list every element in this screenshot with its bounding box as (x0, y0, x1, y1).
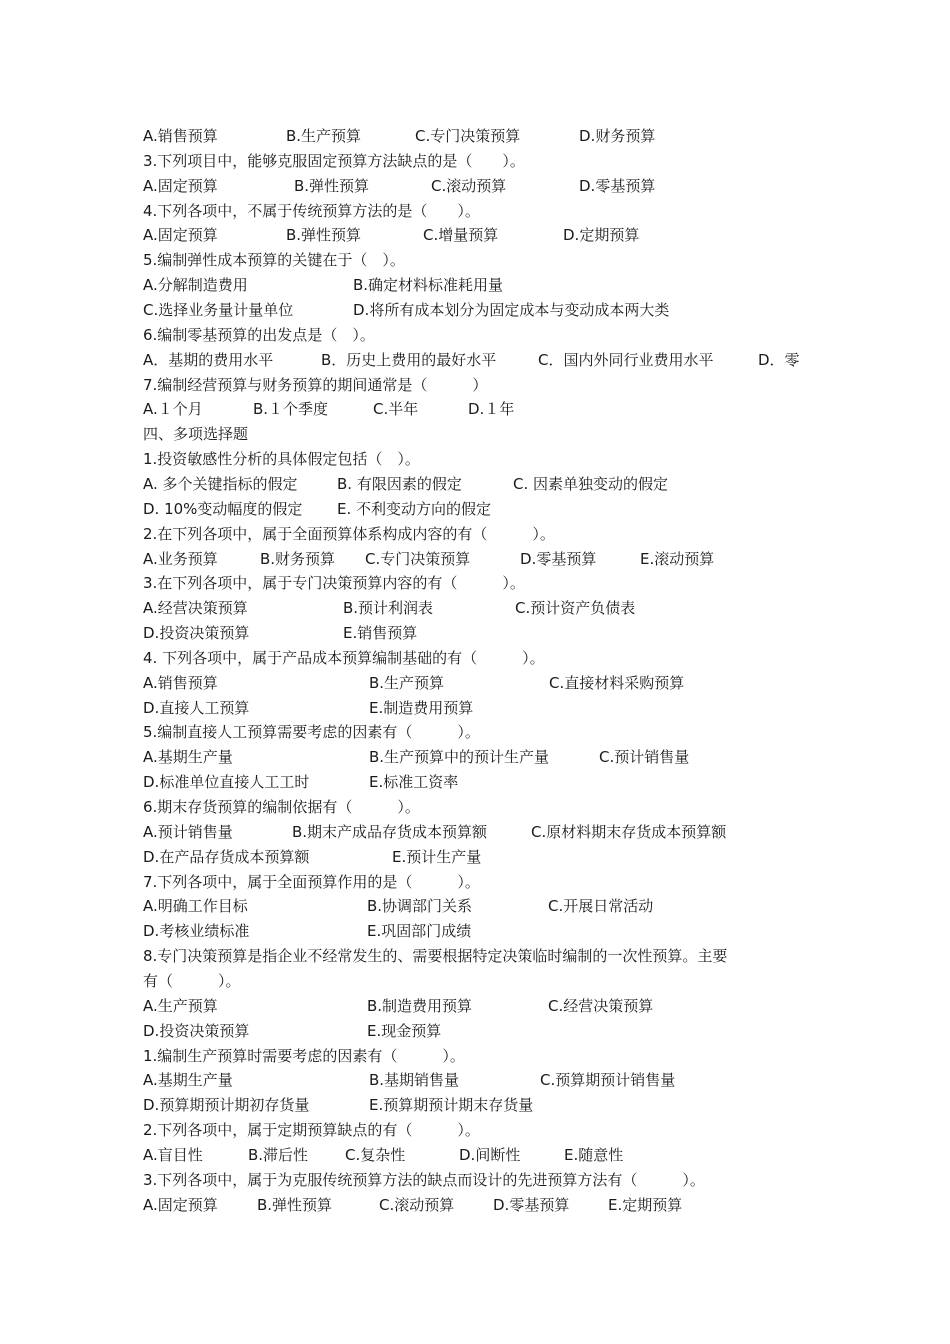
option-text: B．历史上费用的最好水平 (321, 350, 497, 369)
option-text: E.预算期预计期末存货量 (369, 1096, 534, 1115)
option-text: C.专门决策预算 (415, 127, 521, 145)
option-text: A.业务预算 (143, 549, 218, 568)
option-text: B.生产预算中的预计生产量 (369, 748, 550, 767)
option-text: D. 10%变动幅度的假定 (143, 499, 303, 518)
question-text: 7.编制经营预算与财务预算的期间通常是（ ） (143, 375, 488, 394)
option-text: C.经营决策预算 (548, 996, 654, 1015)
question-text: 1.编制生产预算时需要考虑的因素有（ ）。 (143, 1046, 465, 1065)
option-text: C.开展日常活动 (548, 897, 654, 916)
option-text: D.考核业绩标准 (143, 922, 250, 941)
option-text: B.弹性预算 (294, 176, 370, 195)
option-text: B.弹性预算 (257, 1195, 333, 1214)
option-text: C.原材料期末存货成本预算额 (531, 822, 727, 841)
question-text: 4. 下列各项中，属于产品成本预算编制基础的有（ ）。 (143, 648, 545, 667)
option-text: D.零基预算 (520, 549, 597, 568)
question-text: 有（ ）。 (143, 971, 241, 990)
option-text: B.预计利润表 (343, 599, 434, 618)
option-text: A. 多个关键指标的假定 (143, 474, 298, 493)
option-text: D.１年 (468, 400, 515, 419)
option-text: D.投资决策预算 (143, 1021, 250, 1040)
option-text: E.制造费用预算 (369, 698, 474, 717)
option-text: D.标准单位直接人工工时 (143, 773, 310, 792)
option-text: A.分解制造费用 (143, 276, 248, 295)
question-text: 3.在下列各项中，属于专门决策预算内容的有（ ）。 (143, 574, 525, 593)
question-text: 5.编制弹性成本预算的关键在于（ ）。 (143, 251, 405, 270)
question-text: 6.期末存货预算的编制依据有（ ）。 (143, 798, 420, 816)
option-text: A.１个月 (143, 400, 203, 419)
option-text: B.１个季度 (253, 400, 329, 419)
option-text: A．基期的费用水平 (143, 350, 274, 369)
option-text: C. 因素单独变动的假定 (513, 474, 669, 493)
option-text: B.弹性预算 (286, 226, 362, 245)
section-heading: 四、多项选择题 (143, 425, 249, 444)
option-text: B.确定材料标准耗用量 (353, 276, 504, 295)
option-text: B.滞后性 (248, 1145, 309, 1164)
option-text: C.半年 (373, 400, 419, 419)
option-text: A.经营决策预算 (143, 599, 248, 618)
option-text: C.预算期预计销售量 (540, 1071, 676, 1090)
option-text: C.专门决策预算 (365, 549, 471, 568)
option-text: C.预计资产负债表 (515, 599, 636, 618)
option-text: B.期末产成品存货成本预算额 (292, 822, 488, 841)
question-text: 4.下列各项中，不属于传统预算方法的是（ ）。 (143, 201, 480, 220)
option-text: A.固定预算 (143, 1195, 218, 1214)
option-text: B.生产预算 (286, 127, 362, 145)
option-text: E.现金预算 (367, 1021, 442, 1040)
option-text: C.滚动预算 (431, 176, 507, 195)
option-text: D.投资决策预算 (143, 624, 250, 642)
option-text: A.固定预算 (143, 176, 218, 195)
option-text: E.标准工资率 (369, 773, 459, 792)
option-text: A.基期生产量 (143, 1071, 233, 1090)
option-text: B. 有限因素的假定 (337, 474, 462, 493)
option-text: A.基期生产量 (143, 748, 233, 767)
option-text: E.预计生产量 (392, 847, 482, 866)
option-text: D.间断性 (459, 1145, 521, 1164)
option-text: B.基期销售量 (369, 1071, 460, 1090)
option-text: A.明确工作目标 (143, 897, 248, 916)
option-text: D.将所有成本划分为固定成本与变动成本两大类 (353, 301, 670, 319)
option-text: A.固定预算 (143, 226, 218, 245)
question-text: 1.投资敏感性分析的具体假定包括（ ）。 (143, 450, 420, 469)
option-text: B.财务预算 (260, 549, 336, 568)
question-text: 6.编制零基预算的出发点是（ ）。 (143, 325, 375, 344)
question-text: 3.下列项目中，能够克服固定预算方法缺点的是（ ）。 (143, 151, 525, 170)
option-text: A.生产预算 (143, 996, 218, 1015)
option-text: E.巩固部门成绩 (367, 922, 472, 941)
option-text: A.盲目性 (143, 1145, 203, 1164)
option-text: B.协调部门关系 (367, 897, 473, 916)
option-text: A.销售预算 (143, 127, 218, 145)
option-text: B.制造费用预算 (367, 996, 473, 1015)
option-text: C．国内外同行业费用水平 (538, 350, 714, 369)
question-text: 2.下列各项中，属于定期预算缺点的有（ ）。 (143, 1121, 480, 1139)
option-text: D.零基预算 (493, 1195, 570, 1214)
option-text: C.直接材料采购预算 (549, 673, 685, 692)
option-text: E.滚动预算 (640, 549, 715, 568)
option-text: A.销售预算 (143, 673, 218, 692)
option-text: D.财务预算 (579, 127, 656, 145)
option-text: D．零 (758, 350, 800, 369)
option-text: E.销售预算 (343, 624, 418, 642)
option-text: C.滚动预算 (379, 1195, 455, 1214)
option-text: E.随意性 (564, 1145, 624, 1164)
option-text: C.选择业务量计量单位 (143, 301, 294, 319)
option-text: D.零基预算 (579, 176, 656, 195)
option-text: A.预计销售量 (143, 822, 233, 841)
option-text: C.复杂性 (345, 1145, 406, 1164)
option-text: E. 不利变动方向的假定 (337, 499, 492, 518)
option-text: B.生产预算 (369, 673, 445, 692)
question-text: 8.专门决策预算是指企业不经常发生的、需要根据特定决策临时编制的一次性预算。主要 (143, 947, 728, 966)
question-text: 2.在下列各项中，属于全面预算体系构成内容的有（ ）。 (143, 524, 555, 543)
option-text: D.在产品存货成本预算额 (143, 847, 310, 866)
question-text: 7.下列各项中，属于全面预算作用的是（ ）。 (143, 872, 480, 891)
option-text: D.预算期预计期初存货量 (143, 1096, 310, 1115)
option-text: E.定期预算 (608, 1195, 683, 1214)
option-text: C.增量预算 (423, 226, 499, 245)
option-text: D.直接人工预算 (143, 698, 250, 717)
option-text: D.定期预算 (563, 226, 640, 245)
question-text: 5.编制直接人工预算需要考虑的因素有（ ）。 (143, 723, 480, 742)
option-text: C.预计销售量 (599, 748, 690, 767)
question-text: 3.下列各项中，属于为克服传统预算方法的缺点而设计的先进预算方法有（ ）。 (143, 1170, 705, 1189)
